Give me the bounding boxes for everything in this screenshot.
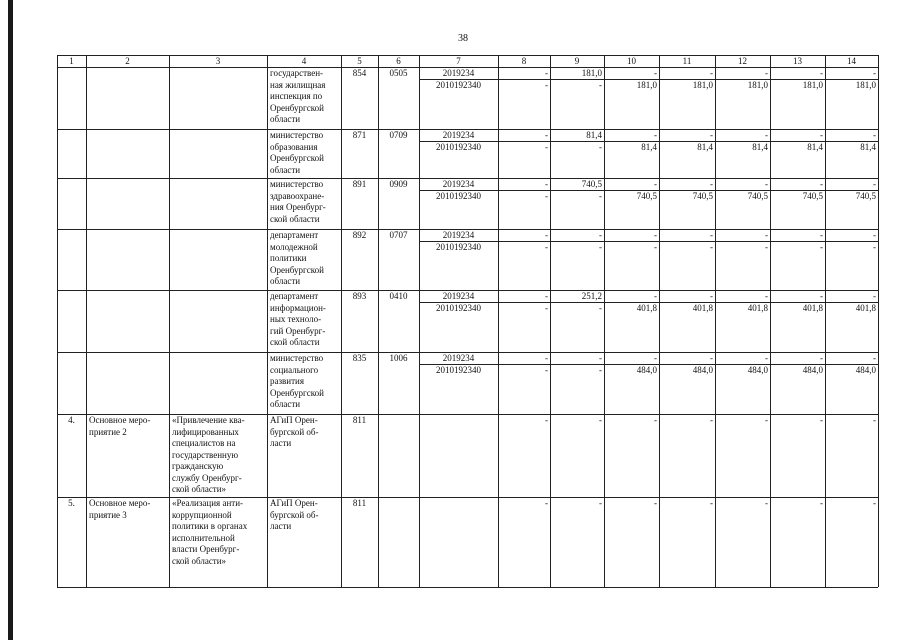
amount-cell: 484,0 (636, 364, 657, 375)
column-header: 10 (627, 55, 636, 66)
rzpr-code: 0707 (389, 230, 408, 240)
amount-cell: - (545, 498, 548, 508)
event-name: Основное меро- приятие 2 (89, 415, 151, 437)
amount-cell: 401,8 (636, 302, 657, 313)
amount-cell: - (873, 230, 876, 240)
amount-cell: - (710, 241, 713, 252)
column-header: 7 (456, 55, 461, 66)
v-rule (878, 55, 879, 587)
grbs-code: 854 (352, 68, 367, 78)
amount-cell: - (820, 353, 823, 363)
amount-cell: 740,5 (747, 190, 768, 201)
event-name: Основное меро- приятие 3 (89, 498, 151, 520)
budget-code: 2019234 (442, 130, 475, 140)
amount-cell: - (654, 68, 657, 78)
amount-cell: - (765, 179, 768, 189)
amount-cell: - (654, 353, 657, 363)
amount-cell: - (820, 498, 823, 508)
v-rule (604, 55, 605, 587)
amount-cell: - (710, 179, 713, 189)
amount-cell: - (545, 415, 548, 425)
grbs-code: 811 (352, 415, 367, 425)
amount-cell: - (654, 415, 657, 425)
amount-cell: - (545, 302, 548, 313)
v-rule (86, 55, 87, 587)
amount-cell: 401,8 (855, 302, 876, 313)
budget-code: 2010192340 (436, 364, 481, 375)
amount-cell: - (654, 498, 657, 508)
amount-cell: - (545, 179, 548, 189)
grbs-code: 835 (352, 353, 367, 363)
amount-cell: 401,8 (802, 302, 823, 313)
amount-cell: - (873, 130, 876, 140)
column-header: 2 (125, 55, 130, 66)
amount-cell: - (765, 291, 768, 301)
budget-code: 2010192340 (436, 190, 481, 201)
budget-code: 2010192340 (436, 241, 481, 252)
executor-org: министерство образования Оренбургской области (270, 130, 324, 175)
amount-cell: 181,0 (636, 79, 657, 90)
column-header: 12 (738, 55, 747, 66)
amount-cell: - (765, 230, 768, 240)
amount-cell: - (599, 79, 602, 90)
amount-cell: - (545, 130, 548, 140)
amount-cell: - (654, 291, 657, 301)
h-rule (57, 587, 878, 588)
column-header: 13 (793, 55, 802, 66)
amount-cell: 740,5 (802, 190, 823, 201)
amount-cell: - (820, 179, 823, 189)
amount-cell: - (710, 353, 713, 363)
rzpr-code: 0410 (389, 291, 408, 301)
grbs-code: 811 (352, 498, 367, 508)
amount-cell: 81,4 (807, 141, 823, 152)
program-name: «Привлечение ква- лифицированных специалистов на государственную гражданскую службу Оренбург- ской области» (172, 415, 245, 494)
grbs-code: 871 (352, 130, 367, 140)
amount-cell: - (545, 79, 548, 90)
amount-cell: - (873, 498, 876, 508)
amount-cell: 401,8 (692, 302, 713, 313)
v-rule (659, 55, 660, 587)
v-rule (825, 55, 826, 587)
executor-org: государствен- ная жилищная инспекция по Оренбургской области (270, 68, 326, 124)
budget-code: 2010192340 (436, 79, 481, 90)
amount-cell: - (820, 130, 823, 140)
amount-cell: - (873, 291, 876, 301)
amount-cell: 740,5 (692, 190, 713, 201)
budget-code: 2019234 (442, 291, 475, 301)
amount-cell: - (873, 241, 876, 252)
amount-cell: - (710, 68, 713, 78)
budget-code: 2019234 (442, 68, 475, 78)
amount-cell: 81,4 (697, 141, 713, 152)
amount-cell: - (599, 498, 602, 508)
column-header: 11 (682, 55, 692, 66)
v-rule (57, 55, 58, 587)
amount-cell: - (710, 498, 713, 508)
executor-org: министерство социального развития Оренбургской области (270, 353, 324, 409)
rzpr-code: 1006 (389, 353, 408, 363)
row-number: 5. (68, 498, 75, 508)
amount-cell: - (545, 190, 548, 201)
amount-cell: - (820, 241, 823, 252)
amount-cell: - (545, 353, 548, 363)
amount-cell: - (820, 68, 823, 78)
amount-cell: - (654, 179, 657, 189)
v-rule (550, 55, 551, 587)
column-header: 5 (357, 55, 362, 66)
amount-cell: - (545, 364, 548, 375)
budget-code: 2010192340 (436, 302, 481, 313)
amount-cell: 181,0 (581, 68, 602, 78)
amount-cell: - (654, 130, 657, 140)
amount-cell: 484,0 (747, 364, 768, 375)
amount-cell: 181,0 (802, 79, 823, 90)
amount-cell: - (873, 179, 876, 189)
amount-cell: 81,4 (586, 130, 602, 140)
executor-org: департамент информацион- ных техноло- гий Оренбург- ской области (270, 291, 326, 347)
amount-cell: 181,0 (692, 79, 713, 90)
column-header: 3 (215, 55, 221, 66)
column-header: 14 (847, 55, 856, 66)
amount-cell: 81,4 (641, 141, 657, 152)
amount-cell: - (599, 141, 602, 152)
amount-cell: - (654, 241, 657, 252)
column-header: 8 (521, 55, 527, 66)
column-header: 6 (396, 55, 401, 66)
amount-cell: 740,5 (581, 179, 602, 189)
amount-cell: - (820, 291, 823, 301)
column-header: 1 (69, 55, 74, 66)
grbs-code: 892 (352, 230, 367, 240)
amount-cell: - (873, 415, 876, 425)
amount-cell: - (873, 68, 876, 78)
grbs-code: 893 (352, 291, 367, 301)
amount-cell: - (873, 353, 876, 363)
amount-cell: - (545, 68, 548, 78)
amount-cell: - (654, 230, 657, 240)
executor-org: АГиП Орен- бургской об- ласти (270, 415, 319, 448)
amount-cell: 401,8 (747, 302, 768, 313)
amount-cell: 484,0 (802, 364, 823, 375)
rzpr-code: 0505 (389, 68, 408, 78)
rzpr-code: 0909 (389, 179, 408, 189)
amount-cell: - (765, 68, 768, 78)
amount-cell: 81,4 (860, 141, 876, 152)
amount-cell: - (820, 415, 823, 425)
amount-cell: 251,2 (581, 291, 602, 301)
amount-cell: - (545, 291, 548, 301)
amount-cell: - (820, 230, 823, 240)
rzpr-code: 0709 (389, 130, 408, 140)
amount-cell: - (545, 230, 548, 240)
budget-code: 2019234 (442, 353, 475, 363)
amount-cell: - (545, 141, 548, 152)
amount-cell: - (710, 130, 713, 140)
column-header: 4 (301, 55, 307, 66)
amount-cell: 484,0 (692, 364, 713, 375)
amount-cell: - (599, 415, 602, 425)
v-rule (169, 55, 170, 587)
budget-code: 2019234 (442, 230, 475, 240)
executor-org: департамент молодежной политики Оренбургской области (270, 230, 324, 286)
amount-cell: - (765, 241, 768, 252)
amount-cell: - (545, 241, 548, 252)
amount-cell: - (599, 302, 602, 313)
amount-cell: - (765, 415, 768, 425)
grbs-code: 891 (352, 179, 367, 189)
budget-code: 2010192340 (436, 141, 481, 152)
amount-cell: - (765, 130, 768, 140)
v-rule (267, 55, 268, 587)
row-number: 4. (68, 415, 75, 425)
executor-org: министерство здравоохране- ния Оренбург- ской области (270, 179, 326, 224)
amount-cell: 181,0 (747, 79, 768, 90)
amount-cell: - (599, 230, 602, 240)
v-rule (498, 55, 499, 587)
v-rule (770, 55, 771, 587)
amount-cell: 81,4 (752, 141, 768, 152)
amount-cell: - (599, 353, 602, 363)
amount-cell: 181,0 (855, 79, 876, 90)
amount-cell: 740,5 (855, 190, 876, 201)
amount-cell: 484,0 (855, 364, 876, 375)
amount-cell: - (599, 190, 602, 201)
amount-cell: - (765, 498, 768, 508)
v-rule (715, 55, 716, 587)
amount-cell: 740,5 (636, 190, 657, 201)
program-name: «Реализация анти- коррупционной политики в органах исполнительной власти Оренбург- ской области» (172, 498, 248, 566)
amount-cell: - (710, 291, 713, 301)
amount-cell: - (710, 415, 713, 425)
amount-cell: - (599, 364, 602, 375)
amount-cell: - (765, 353, 768, 363)
budget-code: 2019234 (442, 179, 475, 189)
column-header: 9 (574, 55, 580, 66)
amount-cell: - (599, 241, 602, 252)
page-number: 38 (458, 33, 468, 44)
executor-org: АГиП Орен- бургской об- ласти (270, 498, 319, 531)
amount-cell: - (710, 230, 713, 240)
